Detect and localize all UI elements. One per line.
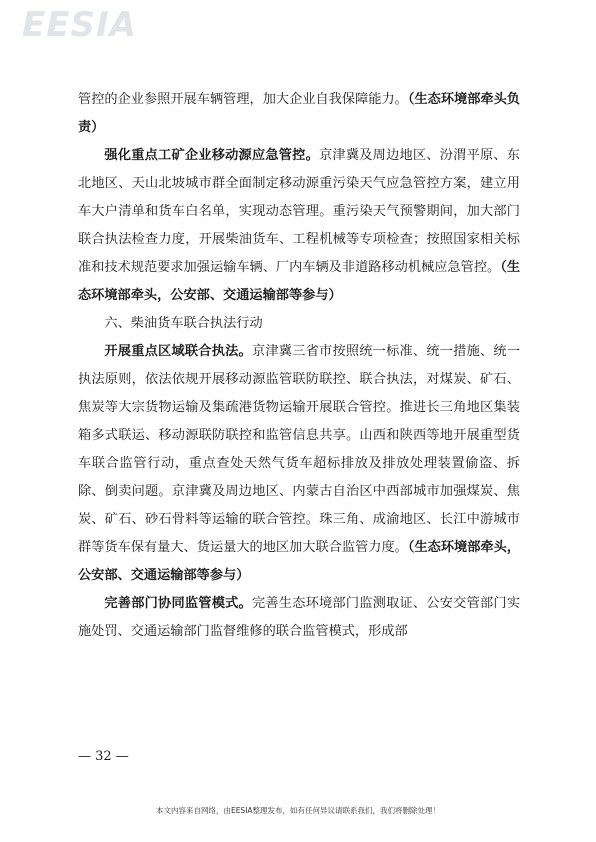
bold-text-run: （生态环境部牵头，公安部、交通运输部等参与） [78,540,520,583]
text-run: 管控的企业参照开展车辆管理，加大企业自我保障能力。 [78,92,408,107]
footer-notice: 本文内容来自网络，由EESIA整理发布，如有任何异议请联系我们，我们将删除处理！ [155,806,441,815]
bold-text-run: 完善部门协同监管模式。 [104,596,252,611]
bold-text-run: （生态环境部牵头，公安部、交通运输部等参与） [78,260,521,303]
text-run: 六、柴油货车联合执法行动 [104,316,263,331]
paragraph [78,142,520,310]
eesia-watermark-logo: EESIA [22,5,137,45]
bold-text-run: （生态环境部牵头负责） [78,92,520,135]
text-run: 京津冀及周边地区、汾渭平原、东北地区、天山北坡城市群全面制定移动源重污染天气应急管控方案，建立用车大户清单和货车白名单，实现动态管理。重污染天气预警期间，加大部门联合执法检查力度，开展柴油货车、工程机械等专项检查；按照国家相关标准和技术规范要求加强运输车辆、厂内车辆及非道路移动机械应急管控。 [78,148,520,275]
document-body [78,86,520,646]
page-number: — 32 — [78,749,129,764]
bold-text-run: 强化重点工矿企业移动源应急管控。 [104,148,320,163]
paragraph [78,338,520,590]
paragraph [78,590,520,646]
text-run: 京津冀三省市按照统一标准、统一措施、统一执法原则，依法依规开展移动源监管联防联控、联合执法，对煤炭、矿石、焦炭等大宗货物运输及集疏港货物运输开展联合管控。推进长三角地区集装箱多式联运、移动源联防联控和监管信息共享。山西和陕西等地开展重型货车联合监管行动，重点查处天然气货车超标排放及排放处理装置偷盗、拆除、倒卖问题。京津冀及周边地区、内蒙古自治区中西部城市加强煤炭、焦炭、矿石、砂石骨料等运输的联合管控。珠三角、成渝地区、长江中游城市群等货车保有量大、货运量大的地区加大联合监管力度。 [78,344,521,555]
text-run: 完善生态环境部门监测取证、公安交管部门实施处罚、交通运输部门监督维修的联合监管模式，形成部 [78,596,521,639]
paragraph [78,310,520,338]
paragraph [78,86,520,142]
bold-text-run: 开展重点区域联合执法。 [104,344,252,359]
